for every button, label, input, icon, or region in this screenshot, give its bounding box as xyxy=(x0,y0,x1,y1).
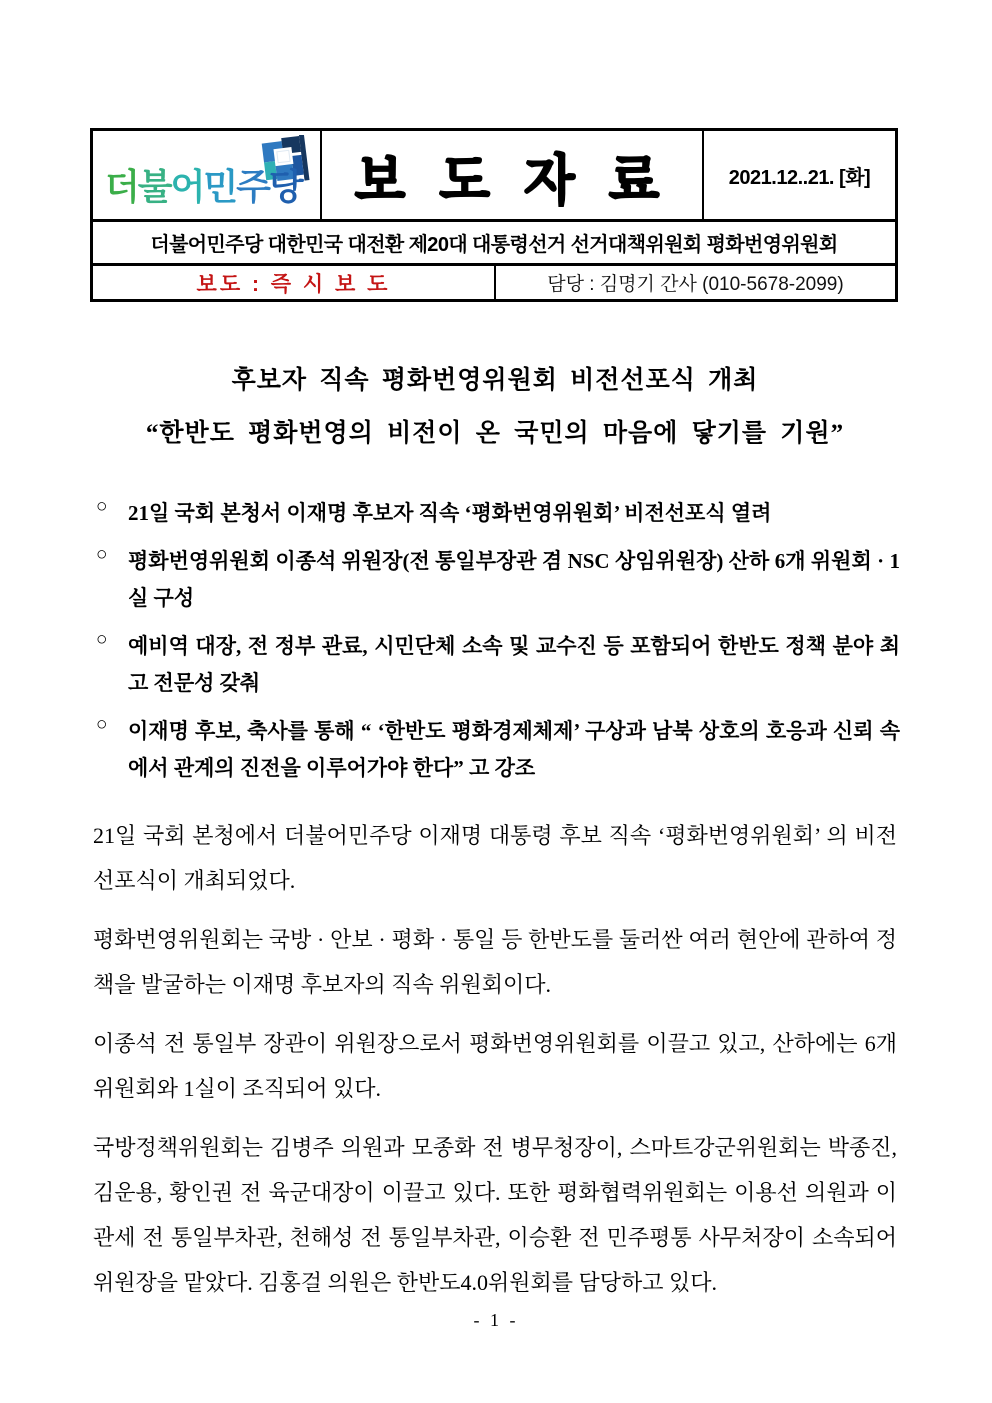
contact-label: 담당 : 김명기 간사 (010-5678-2099) xyxy=(547,274,844,295)
bullet-item xyxy=(90,713,900,787)
logo-char: 당 xyxy=(268,166,302,207)
bullet-text: 21일 국회 본청서 이재명 후보자 직속 ‘평화번영위원회’ 비전선포식 열려 xyxy=(128,501,772,525)
header-row-organization xyxy=(93,219,895,263)
circle-bullet-icon: ○ xyxy=(96,544,108,565)
headline-title: 후보자 직속 평화번영위원회 비전선포식 개최 xyxy=(231,367,759,394)
circle-bullet-icon: ○ xyxy=(96,496,108,517)
bullet-item xyxy=(90,628,900,702)
headline-block xyxy=(90,360,900,449)
press-release-header-table xyxy=(90,128,898,302)
header-row-release-info xyxy=(93,263,895,299)
bullet-item xyxy=(90,495,900,532)
release-type-cell xyxy=(93,266,496,299)
logo-char: 불 xyxy=(137,166,171,207)
page-number: - 1 - xyxy=(473,1310,519,1330)
party-logo-wordmark xyxy=(105,159,302,210)
headline-subtitle: “한반도 평화번영의 비전이 온 국민의 마음에 닿기를 기원” xyxy=(145,420,845,447)
contact-cell xyxy=(496,266,895,299)
logo-char: 더 xyxy=(105,166,138,207)
bullet-text: 평화번영위원회 이종석 위원장(전 통일부장관 겸 NSC 상임위원장) 산하 6개 위원회 · 1실 구성 xyxy=(128,549,900,610)
doc-type-title: 보 도 자 료 xyxy=(354,150,670,212)
circle-bullet-icon: ○ xyxy=(96,714,108,735)
bullet-text: 예비역 대장, 전 정부 관료, 시민단체 소속 및 교수진 등 포함되어 한반도 정책 분야 최고 전문성 갖춰 xyxy=(128,634,900,695)
logo-char: 민 xyxy=(203,166,237,207)
paragraph: 이종석 전 통일부 장관이 위원장으로서 평화번영위원회를 이끌고 있고, 산하에는 6개 위원회와 1실이 조직되어 있다. xyxy=(93,1031,897,1101)
logo-char: 어 xyxy=(170,166,204,207)
party-logo-cell xyxy=(93,131,322,219)
organization-line: 더불어민주당 대한민국 대전환 제20대 대통령선거 선거대책위원회 평화번영위원회 xyxy=(150,234,838,256)
doc-type-cell xyxy=(322,131,704,219)
document-body xyxy=(90,360,900,1319)
bullet-text: 이재명 후보, 축사를 통해 “ ‘한반도 평화경제체제’ 구상과 남북 상호의 호응과 신뢰 속에서 관계의 진전을 이루어가야 한다” 고 강조 xyxy=(128,719,900,780)
bullet-item xyxy=(90,543,900,617)
paragraph: 평화번영위원회는 국방 · 안보 · 평화 · 통일 등 한반도를 둘러싼 여러 현안에 관하여 정책을 발굴하는 이재명 후보자의 직속 위원회이다. xyxy=(93,927,897,997)
release-date: 2021.12..21. [화] xyxy=(728,166,871,189)
paragraph: 21일 국회 본청에서 더불어민주당 이재명 대통령 후보 직속 ‘평화번영위원회’ 의 비전선포식이 개최되었다. xyxy=(93,823,897,893)
release-type-label: 보도 : 즉 시 보 도 xyxy=(196,272,391,296)
article-paragraphs xyxy=(90,813,900,1305)
logo-char: 주 xyxy=(236,166,269,207)
header-row-masthead xyxy=(93,131,895,219)
date-cell xyxy=(704,131,895,219)
summary-bullet-list xyxy=(90,495,900,787)
circle-bullet-icon: ○ xyxy=(96,629,108,650)
paragraph: 국방정책위원회는 김병주 의원과 모종화 전 병무청장이, 스마트강군위원회는 박종진, 김운용, 황인권 전 육군대장이 이끌고 있다. 또한 평화협력위원회는 이용선 의원과 이관세 전 통일부차관, 천해성 전 통일부차관, 이승환 전 민주평통 사무처장이 소속되어 위원장을 맡았다. 김홍걸 의원은 한반도4.0위원회를 담당하고 있다. xyxy=(93,1135,897,1295)
